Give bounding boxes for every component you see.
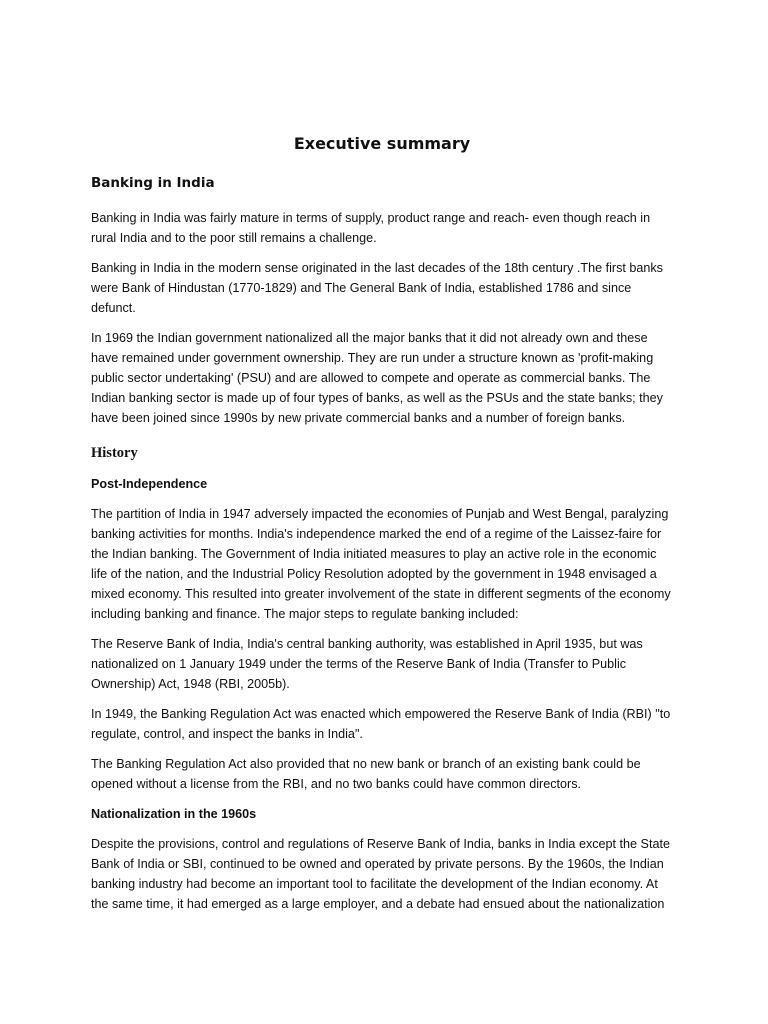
section-heading-banking-in-india: Banking in India [91,175,215,191]
section-heading-history: History [91,445,138,461]
paragraph: In 1949, the Banking Regulation Act was enacted which empowered the Reserve Bank of India (RBI) "to regulate, control, and inspect the banks in India". [91,707,671,741]
document-body [91,132,673,924]
subsection-heading-post-independence: Post-Independence [91,477,208,491]
paragraph: The Reserve Bank of India, India's central banking authority, was established in April 1935, but was nationalized on 1 January 1949 under the terms of the Reserve Bank of India (Transfer to Public Ownership) Act, 1948 (RBI, 2005b). [91,637,643,691]
paragraph: Banking in India in the modern sense originated in the last decades of the 18th century .The first banks were Bank of Hindustan (1770-1829) and The General Bank of India, established 1786 and since defunct. [91,261,663,315]
paragraph: Despite the provisions, control and regulations of Reserve Bank of India, banks in India except the State Bank of India or SBI, continued to be owned and operated by private persons. By the 1960s, the Indian banking industry had become an important tool to facilitate the development of the Indian economy. At the same time, it had emerged as a large employer, and a debate had ensued about the nationalization [91,837,670,911]
paragraph: The Banking Regulation Act also provided that no new bank or branch of an existing bank could be opened without a license from the RBI, and no two banks could have common directors. [91,757,641,791]
subsection-heading-nationalization: Nationalization in the 1960s [91,807,257,821]
paragraph: In 1969 the Indian government nationalized all the major banks that it did not already own and these have remained under government ownership. They are run under a structure known as 'profit-making public sector undertaking' (PSU) and are allowed to compete and operate as commercial banks. The Indian banking sector is made up of four types of banks, as well as the PSUs and the state banks; they have been joined since 1990s by new private commercial banks and a number of foreign banks. [91,331,663,425]
paragraph: Banking in India was fairly mature in terms of supply, product range and reach- even though reach in rural India and to the poor still remains a challenge. [91,211,651,245]
paragraph: The partition of India in 1947 adversely impacted the economies of Punjab and West Bengal, paralyzing banking activities for months. India's independence marked the end of a regime of the Laissez-faire for the Indian banking. The Government of India initiated measures to play an active role in the economic life of the nation, and the Industrial Policy Resolution adopted by the government in 1948 envisaged a mixed economy. This resulted into greater involvement of the state in different segments of the economy including banking and finance. The major steps to regulate banking included: [91,507,671,621]
document-title: Executive summary [293,134,471,153]
